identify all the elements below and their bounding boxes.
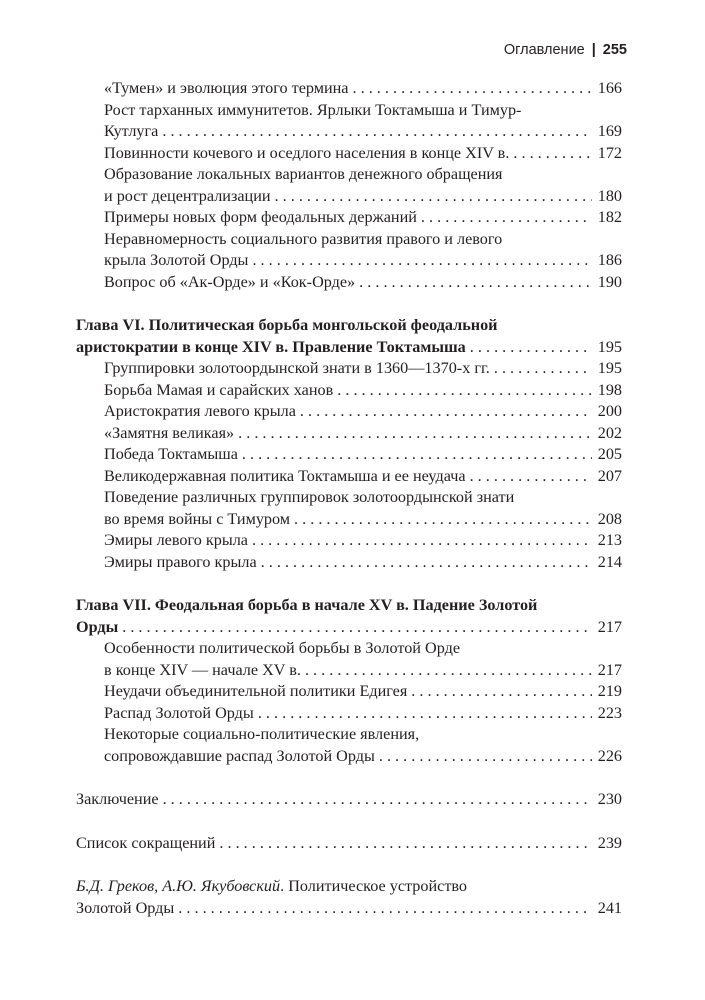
toc-entry-page: 169 <box>597 122 622 140</box>
toc-appendix[interactable] <box>76 876 622 919</box>
toc-entry[interactable] <box>76 487 622 530</box>
dot-leader <box>261 552 592 574</box>
toc-entry-page: 198 <box>597 380 622 399</box>
toc-entry-title-line1: Особенности политической борьбы в Золотой Орде <box>104 639 461 657</box>
dot-leader <box>513 143 592 165</box>
toc-entry[interactable] <box>76 552 622 574</box>
toc-entry[interactable] <box>76 100 622 143</box>
toc-entry-title: Эмиры левого крыла <box>104 531 248 549</box>
header-separator: | <box>591 42 596 58</box>
toc-entry-title: крыла Золотой Орды <box>104 251 249 269</box>
section-title: Оглавление <box>503 42 585 58</box>
dot-leader <box>252 530 592 552</box>
toc-entry[interactable] <box>76 638 622 681</box>
toc-entry-title: Кутлуга <box>104 122 159 140</box>
toc-entry-title-line1: Неравномерность социального развития правого и левого <box>104 229 503 248</box>
dot-leader <box>162 121 592 143</box>
dot-leader <box>421 207 592 229</box>
dot-leader <box>252 250 592 272</box>
toc-entry-title: Неудачи объединительной политики Едигея <box>104 682 408 700</box>
toc-entry-page: 186 <box>597 251 622 269</box>
conclusion-title: Заключение <box>76 790 159 808</box>
toc-entry[interactable] <box>76 207 622 229</box>
table-of-contents <box>76 78 622 919</box>
toc-entry-title: в конце XIV — начале XV в. <box>104 660 301 679</box>
toc-entry-title: Вопрос об «Ак-Орде» и «Кок-Орде» <box>104 272 356 291</box>
toc-entry-page: 205 <box>597 445 622 463</box>
toc-entry[interactable] <box>76 423 622 445</box>
toc-entry-page: 219 <box>597 682 622 700</box>
chapter-page: 195 <box>597 337 622 356</box>
abbreviations-title: Список сокращений <box>76 833 216 852</box>
toc-entry-title: Группировки золотоордынской знати в 1360—1370-х гг. <box>104 359 490 377</box>
toc-entry-title-line1: Поведение различных группировок золотоордынской знати <box>104 488 515 506</box>
toc-entry-title-line1: Некоторые социально-политические явления, <box>104 725 420 743</box>
dot-leader <box>337 380 592 402</box>
toc-entry-page: 207 <box>597 466 622 485</box>
toc-entry-page: 180 <box>597 186 622 205</box>
toc-conclusion[interactable] <box>76 789 622 811</box>
dot-leader <box>379 746 592 768</box>
toc-entry-page: 190 <box>597 272 622 291</box>
toc-entry-title: «Замятня великая» <box>104 423 235 442</box>
toc-entry-title-line1: Рост тарханных иммунитетов. Ярлыки Токтамыша и Тимур- <box>104 100 522 119</box>
toc-entry[interactable] <box>76 530 622 552</box>
toc-entry[interactable] <box>76 380 622 402</box>
conclusion-page: 230 <box>597 790 622 808</box>
toc-entry-title: Великодержавная политика Токтамыша и ее неудача <box>104 466 466 485</box>
appendix-title-part: . Политическое устройство <box>280 877 468 895</box>
toc-entry-page: 226 <box>597 746 622 765</box>
toc-entry-title: Повинности кочевого и оседлого населения в конце XIV в. <box>104 143 510 162</box>
appendix-title: Золотой Орды <box>76 898 175 917</box>
dot-leader <box>178 898 592 920</box>
chapter-title-line1: Глава VII. Феодальная борьба в начале XV в. Падение Золотой <box>76 596 538 614</box>
toc-entry-page: 166 <box>597 79 622 97</box>
toc-chapter-7[interactable] <box>76 595 622 638</box>
toc-entry[interactable] <box>76 466 622 488</box>
appendix-authors: Б.Д. Греков, А.Ю. Якубовский <box>76 877 281 895</box>
appendix-title-line1 <box>76 876 622 898</box>
dot-leader <box>163 789 592 811</box>
toc-entry-page: 202 <box>597 423 622 442</box>
dot-leader <box>470 337 592 359</box>
toc-entry-title-line1: Образование локальных вариантов денежного обращения <box>104 165 503 183</box>
dot-leader <box>258 703 592 725</box>
toc-entry-page: 195 <box>597 359 622 377</box>
toc-entry-title: Борьба Мамая и сарайских ханов <box>104 380 334 399</box>
toc-entry-page: 213 <box>597 531 622 549</box>
toc-chapter-6[interactable] <box>76 315 622 358</box>
chapter-title: аристократии в конце XIV в. Правление Токтамыша <box>76 337 466 356</box>
toc-entry-title: Аристократия левого крыла <box>104 402 296 420</box>
chapter-title-line1: Глава VI. Политическая борьба монгольской феодальной <box>76 316 498 334</box>
toc-entry[interactable] <box>76 229 622 272</box>
toc-entry[interactable] <box>76 78 622 100</box>
chapter-title: Орды <box>76 617 119 636</box>
toc-entry-page: 217 <box>597 660 622 679</box>
toc-entry[interactable] <box>76 444 622 466</box>
dot-leader <box>411 681 592 703</box>
chapter-page: 217 <box>597 617 622 636</box>
abbreviations-page: 239 <box>597 833 622 852</box>
toc-entry[interactable] <box>76 272 622 294</box>
dot-leader <box>242 444 592 466</box>
toc-entry-page: 182 <box>597 208 622 226</box>
dot-leader <box>359 272 592 294</box>
dot-leader <box>219 833 592 855</box>
toc-entry[interactable] <box>76 143 622 165</box>
toc-entry[interactable] <box>76 703 622 725</box>
dot-leader <box>494 358 592 380</box>
toc-entry-page: 172 <box>597 143 622 162</box>
dot-leader <box>305 660 592 682</box>
toc-entry-page: 223 <box>597 703 622 722</box>
dot-leader <box>353 78 593 100</box>
toc-entry-title: и рост децентрализации <box>104 186 271 205</box>
toc-entry[interactable] <box>76 724 622 767</box>
dot-leader <box>300 401 592 423</box>
toc-entry[interactable] <box>76 358 622 380</box>
dot-leader <box>470 466 592 488</box>
dot-leader <box>294 509 592 531</box>
toc-entry-page: 208 <box>597 509 622 528</box>
dot-leader <box>238 423 592 445</box>
dot-leader <box>275 186 592 208</box>
toc-entry-title: сопровождавшие распад Золотой Орды <box>104 746 375 765</box>
page-number: 255 <box>602 42 627 58</box>
toc-entry[interactable] <box>76 164 622 207</box>
running-header <box>504 42 627 58</box>
toc-entry[interactable] <box>76 401 622 423</box>
toc-entry-title: «Тумен» и эволюция этого термина <box>104 79 349 97</box>
toc-entry-title: Эмиры правого крыла <box>104 552 257 571</box>
toc-entry-title: Победа Токтамыша <box>104 445 238 463</box>
dot-leader <box>122 617 592 639</box>
appendix-page: 241 <box>597 898 622 917</box>
toc-entry-title: Примеры новых форм феодальных держаний <box>104 208 417 226</box>
toc-entry-page: 200 <box>597 402 622 420</box>
toc-entry-title: во время войны с Тимуром <box>104 509 291 528</box>
toc-entry-page: 214 <box>597 552 622 571</box>
toc-entry[interactable] <box>76 681 622 703</box>
toc-abbreviations[interactable] <box>76 833 622 855</box>
toc-entry-title: Распад Золотой Орды <box>104 703 254 722</box>
